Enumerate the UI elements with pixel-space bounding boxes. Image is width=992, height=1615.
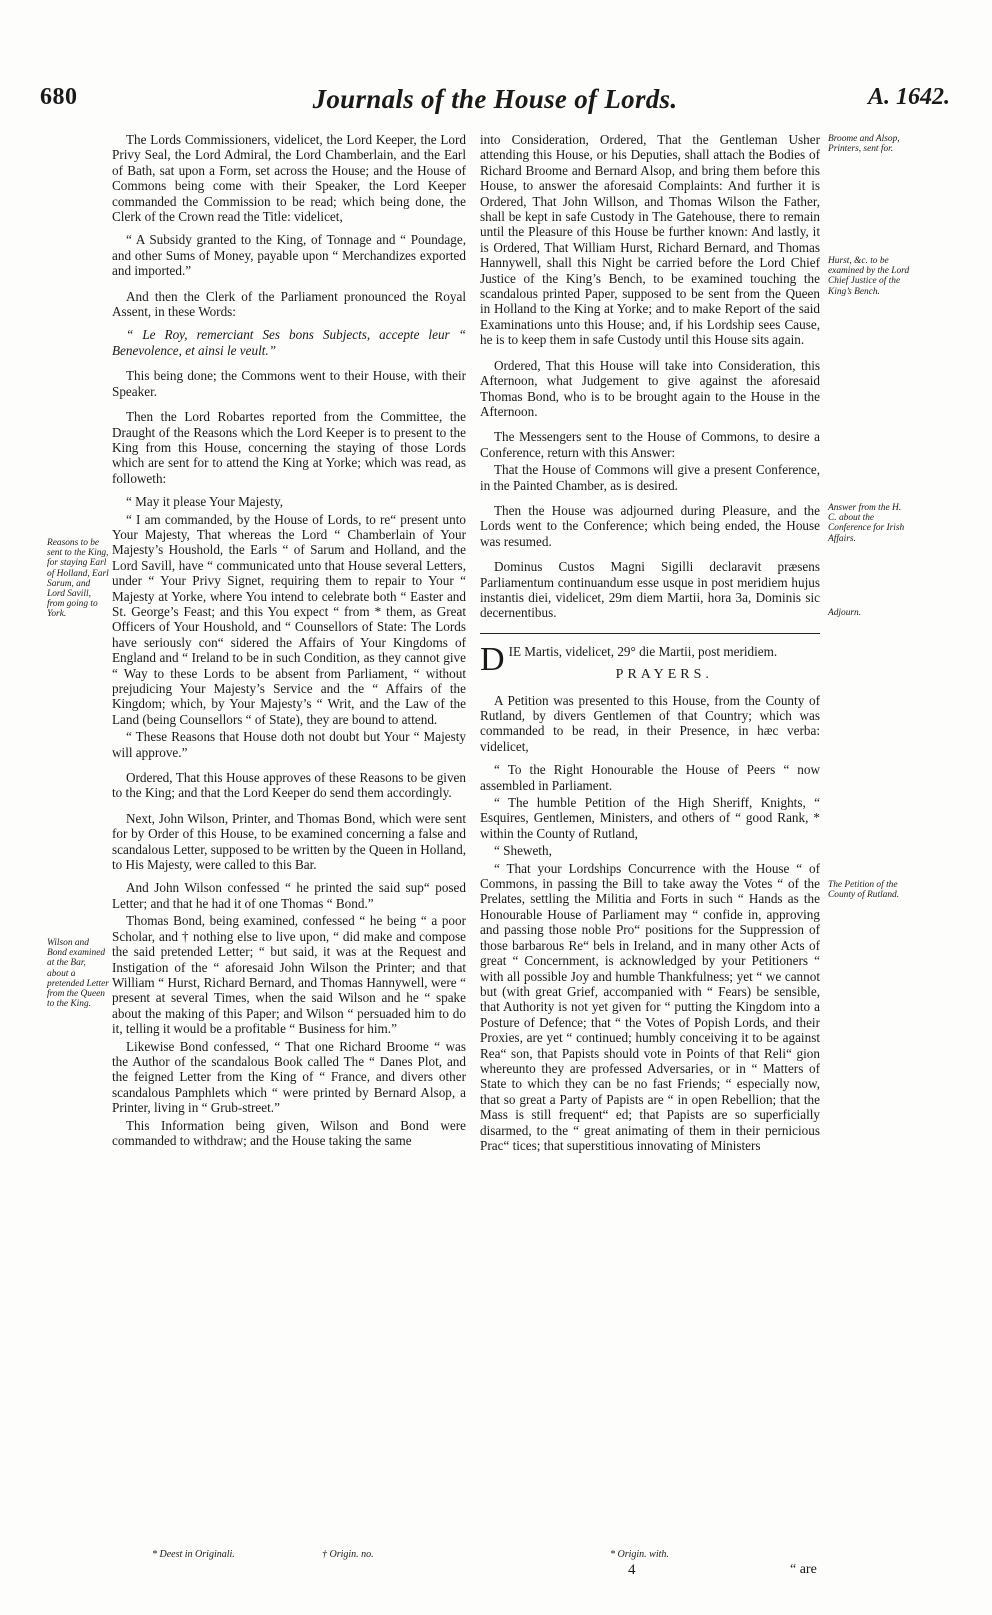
footnote: * Origin. with. [610, 1549, 669, 1560]
paragraph: Thomas Bond, being examined, confessed “ he being “ a poor Scholar, and † nothing else to live upon, “ did make and compose the said pretended Letter; “ but said, it was at the Request and Instigation of the “ aforesaid John Wilson the Printer; and that William “ Hurst, Richard Bernard, and Thomas Hannywell, were “ present at several Times, when the said Wilson and he “ spake about the making of this Paper; and Wilson “ persuaded him to do it, telling it would be a profitable “ Business for him.” [112, 913, 466, 1037]
paragraph: The Messengers sent to the House of Commons, to desire a Conference, return with this Answer: [480, 429, 820, 460]
petition-title: “ The humble Petition of the High Sheriff, Knights, “ Esquires, Gentlemen, Ministers, and others of “ good Rank, * within the County of Rutland, [480, 795, 820, 841]
running-date: A. 1642. [867, 84, 950, 110]
petition-body: “ That your Lordships Concurrence with the House “ of Commons, in passing the Bill to take away the Votes “ of the Prelates, settling the Militia and Forts in such “ Hands as the Honourable House of Parliament may “ confide in, approving and passing those noble Pro“ positions for the Suppression of those barbarous Re“ bels in Ireland, and in many other Acts of great “ Concernment, is acknowledged by your Petitioners “ with all possible Joy and humble Thankfulness; yet “ we cannot but (with great Grief, accompanied with “ Fears) be sensible, that Authority is not yet given for “ putting the Kingdom into a Posture of Defence; that “ the Votes of Popish Lords, and their Proxies, are yet “ continued; humbly conceiving it to be against Rea“ son, that Papists should vote in Points of that Reli“ gion whereunto they are professed Adversaries, or in “ Matters of State to which they can be no fast Friends; “ especially now, that so great a Party of Papists are “ in open Rebellion; that the Mass is still frequent“ ed; that Papists are so superficially disarmed, to the “ great animating of them in their pernicious Prac“ tices; that superstitious innovating of Ministers [480, 860, 820, 1153]
signature-mark: 4 [628, 1562, 636, 1578]
margin-note-answer: Answer from the H. C. about the Conference for Irish Affairs. [828, 503, 905, 544]
paragraph: The Lords Commissioners, videlicet, the Lord Keeper, the Lord Privy Seal, the Lord Admiral, the Lord Chamberlain, and the Earl of Bath, sat upon a Form, set across the House; and the House of Commons being come with their Speaker, the Lord Keeper commanded the Commission to be read; which being done, the Clerk of the Crown read the Title: videlicet, [112, 132, 466, 225]
address-line: “ May it please Your Majesty, [126, 494, 284, 510]
paragraph: Next, John Wilson, Printer, and Thomas Bond, which were sent for by Order of this House, to be examined concerning a false and scandalous Letter, supposed to be written by the Queen in Holland, to His Majesty, were called to this Bar. [112, 810, 466, 873]
margin-note-petition: The Petition of the County of Rutland. [828, 880, 900, 901]
paragraph: into Consideration, Ordered, That the Gentleman Usher attending this House, or his Deputies, shall attach the Bodies of Richard Broome and Bernard Alsop, and bring them before this House, to answer the aforesaid Complaints: And further it is Ordered, That John Willson, and Thomas Wilson the Father, shall be kept in safe Custody in The Gatehouse, there to remain until the Pleasure of this House be further known: And lastly, it is Ordered, That William Hurst, Richard Bernard, and Thomas Hannywell, shall this Night be carried before the Lord Chief Justice of the King’s Bench, to be examined touching the scandalous printed Paper, supposed to be sent from the Queen in Holland to the King at Yorke; and to make Report of the said Examinations unto this House; and, if his Lordship sees Cause, he is to keep them in safe Custody until this House sits again. [480, 132, 820, 348]
drop-capital: D [480, 640, 505, 678]
paragraph: Then the Lord Robartes reported from the Committee, the Draught of the Reasons which the Lord Keeper is to present to the King from this House, concerning the staying of those Lords which are sent for to attend the King at Yorke; which was read, as followeth: [112, 409, 466, 486]
margin-note-broome: Broome and Alsop, Printers, sent for. [828, 134, 900, 155]
order-paragraph: Ordered, That this House will take into Consideration, this Afternoon, what Judgement to give against the aforesaid Thomas Bond, who is to be brought again to the House in the Afternoon. [480, 357, 820, 419]
margin-note-wilson: Wilson and Bond examined at the Bar, about a pretended Letter from the Queen to the King. [47, 938, 109, 1010]
right-column [480, 132, 820, 1155]
running-title: Journals of the House of Lords. [312, 84, 678, 114]
footnote: * Deest in Originali. [152, 1549, 235, 1560]
petition-address: “ To the Right Honourable the House of Peers “ now assembled in Parliament. [480, 762, 820, 793]
paragraph: This Information being given, Wilson and Bond were commanded to withdraw; and the House taking the same [112, 1117, 466, 1148]
latin-adjournment: Dominus Custos Magni Sigilli declaravit præsens Parliamentum continuandum esse usque in post meridiem hujus instantis diei, videlicet, 29m diem Martii, hora 3a, Dominis sic decernentibus. [480, 559, 820, 621]
order-paragraph: Ordered, That this House approves of these Reasons to be given to the King; and that the Lord Keeper do send them accordingly. [112, 770, 466, 801]
margin-note-reasons: Reasons to be sent to the King, for staying Earl of Holland, Earl Sarum, and Lord Savill, from going to York. [47, 538, 109, 620]
royal-assent-quote: “ Le Roy, remerciant Ses bons Subjects, accepte leur “ Benevolence, et ainsi le veult.” [112, 327, 466, 358]
margin-note-adjourn: Adjourn. [828, 608, 862, 618]
reasons-text: “ I am commanded, by the House of Lords, to re“ present unto Your Majesty, That whereas the Lord “ Chamberlain of Your Majesty’s Houshold, the Earls “ of Sarum and Holland, and the Lord Savill, have “ communicated unto that House several Letters, under “ Your Privy Signet, requiring them to repair to Your “ Majesty at Yorke, where You intend to celebrate both “ Easter and St. George’s Feast; and this You expect “ from * them, as Great Officers of Your Houshold, and “ Counsellors of State: The Lords have seriously con“ sidered the Affairs of Your Kingdoms of England and “ Ireland to be in such Condition, as they cannot give “ Way to these Lords to be absent from Parliament, “ without prejudicing Your Majesty’s Service and the “ Affairs of the Kingdom; which, by Your Majesty’s “ Writ, and the Law of the Land (being Counsellors “ of State), they are bound to attend. [112, 511, 466, 727]
paragraph: Then the House was adjourned during Pleasure, and the Lords went to the Conference; which being ended, the House was resumed. [480, 502, 820, 549]
paragraph: Likewise Bond confessed, “ That one Richard Broome “ was the Author of the scandalous Book called The “ Danes Plot, and the feigned Letter from the King of “ France, and divers other scandalous Pamphlets which “ were printed by Bernard Alsop, a Printer, living in “ Grub-street.” [112, 1038, 466, 1116]
page-header [40, 84, 950, 124]
left-column [112, 132, 466, 1150]
paragraph: And then the Clerk of the Parliament pronounced the Royal Assent, in these Words: [112, 288, 466, 320]
day-heading-text: IE Martis, videlicet, 29° die Martii, post meridiem. [508, 643, 778, 659]
reasons-closing: “ These Reasons that House doth not doubt but Your “ Majesty will approve.” [112, 729, 466, 760]
section-divider [480, 633, 820, 634]
paragraph: This being done; the Commons went to their House, with their Speaker. [112, 368, 466, 399]
act-title-quote: “ A Subsidy granted to the King, of Tonnage and “ Poundage, and other Sums of Money, payable upon “ Merchandizes exported and imported.” [112, 232, 466, 279]
footnote: † Origin. no. [322, 1549, 374, 1560]
paragraph: That the House of Commons will give a present Conference, in the Painted Chamber, as is desired. [480, 462, 820, 493]
catchword: “ are [790, 1562, 817, 1577]
paragraph: And John Wilson confessed “ he printed the said sup“ posed Letter; and that he had it of one Thomas “ Bond.” [112, 880, 466, 911]
paragraph: A Petition was presented to this House, from the County of Rutland, by divers Gentlemen of that Country; which was commanded to be read, in their Presence, in hæc verba: videlicet, [480, 692, 820, 754]
prayers-heading: PRAYERS. [615, 667, 713, 683]
petition-sheweth: “ Sheweth, [494, 843, 552, 859]
page-number: 680 [40, 84, 78, 110]
margin-note-hurst: Hurst, &c. to be examined by the Lord Chief Justice of the King’s Bench. [828, 256, 910, 297]
